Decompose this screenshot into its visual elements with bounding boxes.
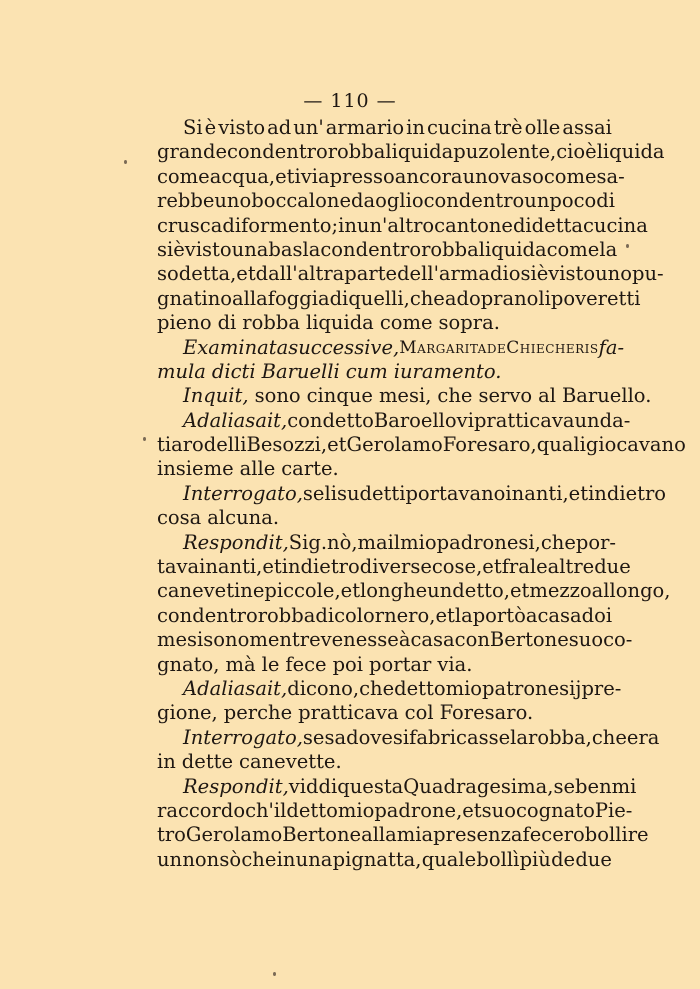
word: a [318,164,330,188]
text-line [157,481,667,506]
word: poi [332,652,364,676]
word: a [525,603,538,627]
word: detto, [452,579,510,603]
word: con [227,140,263,164]
word: al [591,579,610,603]
word: è [536,262,549,286]
text-line [157,774,637,799]
word: quale [421,847,477,871]
word: visto [218,116,266,139]
text-line [157,579,671,603]
word: dell'armadio [397,262,521,286]
word: sopra. [438,311,500,335]
text-line [157,237,618,262]
word: mà [225,652,256,676]
word: un [524,189,550,213]
word: carte. [281,457,339,481]
word: iuramento. [393,359,502,383]
word: Chiecheris [506,337,599,358]
word: longo, [609,579,671,603]
word: cioè [556,140,597,164]
text-line [157,798,633,823]
word: pieno [157,311,212,335]
word: Baruelli [261,359,340,383]
word: portò [472,603,526,627]
word: et [236,262,256,286]
word: suo [481,798,516,822]
word: color [334,603,385,627]
word: ad [267,116,292,139]
word: liquida [385,140,454,164]
word: servo [478,384,533,408]
word: in [406,116,425,139]
word: una [231,237,269,261]
word: et [462,798,482,822]
text-line [157,433,686,457]
word: et [568,481,589,505]
word: doi [581,603,613,627]
word: mesi [157,628,204,652]
text-line [157,604,612,628]
word: longhe [360,579,428,603]
word: dentro [355,237,422,261]
word: al [538,384,556,408]
word: mi [611,774,637,798]
word: co- [603,628,633,652]
word: liquida [478,237,547,261]
word: con [320,237,356,261]
word: detto [322,408,374,432]
word: viddi [288,774,338,798]
word: venesse [320,628,399,652]
word: le [529,555,548,579]
text-line [157,286,641,311]
word: acqua, [209,164,276,188]
word: in [276,847,296,871]
word: uno [214,189,252,213]
word: delli [203,433,247,457]
word: et [340,579,361,603]
word: et [435,603,455,627]
word: si, [518,530,541,554]
word: dall'altra [255,262,345,286]
word: inanti, [505,481,569,505]
word: adoprano [444,286,539,310]
word: Foresaro. [439,701,534,725]
word: sudetti [336,481,406,505]
word: di [217,311,237,335]
word: è [204,116,217,139]
word: foggia [267,286,330,310]
word: un' [356,213,388,237]
word: li [324,481,337,505]
text-line [157,360,612,384]
word: casa [410,628,455,652]
word: Quadragesima, [403,774,554,798]
word: detto [394,676,446,700]
word: la [599,237,618,261]
word: pu- [631,262,664,286]
word: con [287,408,323,432]
word: detta [531,213,583,237]
word: gnato, [157,652,220,676]
word: dentro [458,189,525,213]
word: mesi, [378,384,432,408]
word: Foresaro, [442,433,537,457]
word: inanti, [199,555,263,579]
word: il [387,530,401,554]
word: mentre [249,628,321,652]
word: dove [346,725,393,749]
word: insieme [157,457,234,481]
word: ch' [245,798,274,822]
text-line [157,725,660,750]
word: oglio [375,189,424,213]
word: vaso [499,164,544,188]
word: ma [357,530,388,554]
word: come [157,164,210,188]
word: dicono, [287,676,360,700]
text-line [157,750,612,774]
word: dette [181,750,234,774]
word: che [437,384,473,408]
word: trè [493,116,523,139]
word: basla [268,237,321,261]
word: sò [219,847,242,871]
word: canevetine [157,579,265,603]
text-line [157,848,612,872]
word: robba [421,237,479,261]
word: portavano [405,481,506,505]
text-line [157,457,612,481]
word: Interrogato, [183,725,303,749]
text-line [157,653,612,677]
word: quali [536,433,586,457]
word: armario [325,116,405,139]
word: in [338,213,357,237]
word: è [173,237,185,261]
word: che [409,286,445,310]
word: padrone, [374,798,463,822]
word: rebbe [157,189,215,213]
word: Ad [183,408,210,432]
word: diverse [359,555,432,579]
word: cantone [434,213,513,237]
word: alla [361,823,397,847]
word: le [261,652,280,676]
word: che [540,530,576,554]
text-line [157,335,625,360]
word: detto [286,798,338,822]
word: Bertone [282,823,362,847]
word: Gerolamo [185,823,283,847]
text-line [157,384,652,408]
word: mio [445,676,483,700]
word: due [575,847,612,871]
word: fabricasse [409,725,511,749]
word: dentro [192,603,258,627]
word: la [510,725,529,749]
word: mio [400,530,437,554]
page-number: — 110 — [303,90,397,112]
word: quelli, [348,286,410,310]
word: crusca [157,213,223,237]
word: Pie- [594,798,633,822]
word: presenza [433,823,523,847]
text-line [157,628,633,652]
word: parte [344,262,398,286]
word: la [454,603,473,627]
word: mula [157,359,206,383]
word: via. [437,652,473,676]
word: pre- [581,676,622,700]
text-line [157,311,612,335]
word: di [315,603,335,627]
margin-speck [626,244,629,248]
word: piccole, [264,579,341,603]
word: et [327,433,347,457]
text-line [157,676,622,701]
text-line [157,164,625,189]
word: de [486,337,507,358]
word: una [295,847,333,871]
word: li [538,286,551,310]
word: il [273,798,287,822]
text-line [157,506,612,530]
word: con [423,189,459,213]
word: presso [329,164,395,188]
word: et [262,555,282,579]
word: sono [254,384,301,408]
word: Ad [183,676,210,700]
word: altro [387,213,435,237]
body-text [157,116,686,872]
word: ait, [255,408,288,432]
word: fa- [598,335,625,359]
word: in [157,750,176,774]
word: portar [369,652,432,676]
word: un' [293,116,324,139]
word: gnatino [157,286,233,310]
word: era [626,725,660,749]
word: Interrogato, [183,481,303,505]
word: un [157,847,183,871]
word: Margarita [399,337,487,358]
word: che [591,725,627,749]
word: con [454,628,490,652]
word: Besozzi, [246,433,328,457]
word: robba, [528,725,592,749]
word: olle [524,116,561,139]
word: da- [599,408,631,432]
text-line [157,555,631,579]
word: non [182,847,220,871]
word: Respondit, [183,774,289,798]
word: uno [462,164,500,188]
word: dentro [262,140,328,164]
word: pratticava [473,408,575,432]
margin-speck [124,160,127,164]
word: cinque [306,384,373,408]
word: cosa [157,506,202,530]
text-line [157,140,665,164]
word: se [302,481,325,505]
word: di [329,286,349,310]
word: che [241,847,277,871]
word: ancora [394,164,463,188]
word: si [157,237,174,261]
word: Si [183,116,203,139]
word: Examinata [183,335,289,359]
word: cucina [583,213,648,237]
word: à [398,628,411,652]
word: liquida [596,140,665,164]
word: formento; [241,213,339,237]
word: indietro [588,481,667,505]
word: dicti [211,359,256,383]
word: come [543,164,597,188]
word: robba [242,311,300,335]
word: da [351,189,376,213]
text-line [157,213,648,238]
word: sono [203,628,250,652]
word: nero, [384,603,436,627]
word: col [404,701,434,725]
word: fece [285,652,327,676]
margin-speck [143,437,146,441]
word: alle [239,457,276,481]
text-line [157,116,612,140]
word: assai [562,116,612,139]
word: indietro [281,555,360,579]
word: casa [537,603,582,627]
word: uno [595,262,632,286]
word: che [359,676,395,700]
word: mia [396,823,434,847]
word: alcuna. [207,506,280,530]
word: perche [223,701,293,725]
word: sa- [596,164,625,188]
word: de [551,847,576,871]
word: Bertone [489,628,569,652]
word: fra [501,555,530,579]
text-line [157,530,617,555]
text-line [157,823,649,847]
word: por- [575,530,617,554]
word: più [519,847,551,871]
word: sij [559,676,582,700]
word: altre [547,555,595,579]
word: di [596,189,616,213]
word: robba [327,140,386,164]
word: cucina [426,116,492,139]
word: si [520,262,537,286]
word: patrone [482,676,560,700]
word: ait, [255,676,288,700]
word: fecero [522,823,585,847]
word: un [574,408,600,432]
word: mezzo [529,579,592,603]
word: Baruello. [561,384,652,408]
word: Respondit, [183,530,289,554]
word: bollì [476,847,520,871]
word: questa [337,774,404,798]
word: tro [157,823,186,847]
word: liquida [305,311,374,335]
word: poco [549,189,597,213]
word: grande [157,140,228,164]
word: alla [232,286,268,310]
word: visto [548,262,596,286]
word: ivi [294,164,319,188]
word: alias [209,408,256,432]
word: giocavano [585,433,686,457]
word: poveretti [550,286,641,310]
word: alias [209,676,256,700]
word: et [275,164,295,188]
word: nò, [327,530,358,554]
word: gione, [157,701,218,725]
word: di [222,213,242,237]
word: padrone [436,530,519,554]
word: due [594,555,631,579]
word: successive, [288,335,400,359]
word: un [427,579,453,603]
word: puzolente, [453,140,557,164]
word: Baroello [373,408,457,432]
text-line [157,701,612,725]
word: se [553,774,576,798]
word: Inquit, [183,384,249,408]
word: si [392,725,410,749]
word: come [379,311,433,335]
word: se [302,725,325,749]
word: mio [337,798,375,822]
word: cose, [431,555,483,579]
word: con [157,603,193,627]
word: sa [324,725,347,749]
word: pratticava [298,701,399,725]
word: come [546,237,600,261]
word: canevette. [239,750,342,774]
word: boccalone [251,189,352,213]
word: et [482,555,502,579]
word: suo [568,628,604,652]
word: robba [257,603,316,627]
word: Gerolamo [346,433,443,457]
word: sodetta, [157,262,237,286]
word: et [509,579,530,603]
word: ben [575,774,612,798]
word: raccordo [157,798,246,822]
word: tiaro [157,433,204,457]
word: visto [184,237,232,261]
word: tava [157,555,200,579]
text-line [157,408,631,433]
word: Sig. [288,530,328,554]
word: vi [456,408,474,432]
text-line [157,262,664,286]
word: di [512,213,532,237]
word: cognato [515,798,595,822]
margin-speck [273,972,276,976]
word: cum [345,359,388,383]
word: pignatta, [332,847,422,871]
word: bollire [584,823,649,847]
text-line [157,189,616,213]
